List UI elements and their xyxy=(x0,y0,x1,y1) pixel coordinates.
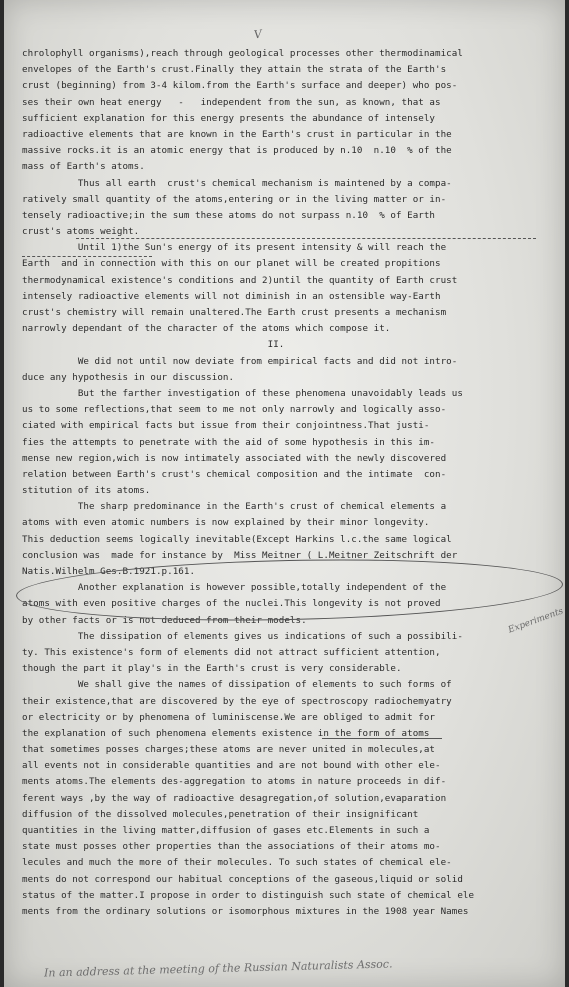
text-line-10: ratively small quantity of the atoms,entering or in the living matter or in- xyxy=(22,193,447,205)
text-line-50: state must posses other properties than the associations of their atoms mo- xyxy=(22,841,441,853)
text-line-54: ments from the ordinary solutions or isomorphous mixtures in the 1908 year Names xyxy=(22,905,469,917)
text-line-39: though the part it play's in the Earth's crust is very considerable. xyxy=(22,663,402,675)
text-line-32: conclusion was made for instance by Miss Meitner ( L.Meitner Zeitschrift der xyxy=(22,549,458,561)
text-line-2: envelopes of the Earth's crust.Finally they attain the strata of the Earth's xyxy=(22,64,447,76)
text-line-24: ciated with empirical facts but issue from their conjointness.That justi- xyxy=(22,420,430,432)
text-line-31: This deduction seems logically inevitable(Except Harkins l.c.the same logical xyxy=(22,533,452,545)
text-line-18: narrowly dependant of the character of the atoms which compose it. xyxy=(22,323,391,335)
text-line-42: or electricity or by phenomena of luminiscense.We are obliged to admit for xyxy=(22,711,436,723)
handwritten-scribble-top: V xyxy=(253,27,263,42)
text-line-12: crust's atoms weight. xyxy=(22,226,140,238)
text-line-8: mass of Earth's atoms. xyxy=(22,161,145,173)
text-line-6: radioactive elements that are known in the Earth's crust in particular in the xyxy=(22,128,452,140)
text-line-13: Until 1)the Sun's energy of its present intensity & will reach the xyxy=(22,242,447,254)
text-line-40: We shall give the names of dissipation of elements to such forms of xyxy=(22,679,452,691)
text-line-23: us to some reflections,that seem to me not only narrowly and logically asso- xyxy=(22,404,447,416)
text-line-17: crust's chemistry will remain unaltered.The Earth crust presents a mechanism xyxy=(22,307,447,318)
underline-mark xyxy=(322,738,442,739)
handwritten-footnote: In an address at the meeting of the Russian Naturalists Assoc. xyxy=(43,957,393,980)
text-line-47: ferent ways ,by the way of radioactive desagregation,of solution,evaparation xyxy=(22,792,447,804)
text-line-44: that sometimes posses charges;these atoms are never united in molecules,at xyxy=(22,744,436,756)
text-line-7: massive rocks.it is an atomic energy that is produced by n.10 n.10 % of the xyxy=(22,145,452,157)
text-line-35: atoms with even positive charges of the nuclei.This longevity is not proved xyxy=(22,598,441,610)
text-line-43: the explanation of such phenomena elements existence in the form of atoms xyxy=(22,727,430,739)
text-line-11: tensely radioactive;in the sum these atoms do not surpass n.10 % of Earth xyxy=(22,209,436,221)
text-line-51: lecules and much the more of their molecules. To such states of chemical ele- xyxy=(22,857,452,869)
text-line-4: ses their own heat energy - independent from the sun, as known, that as xyxy=(22,96,441,108)
text-line-48: diffusion of the dissolved molecules,penetration of their insignificant xyxy=(22,808,419,820)
document-page xyxy=(4,0,565,987)
text-line-25: fies the attempts to penetrate with the aid of some hypothesis in this im- xyxy=(22,436,436,448)
text-line-46: ments atoms.The elements des-aggregation to atoms in nature proceeds in dif- xyxy=(22,776,447,788)
text-line-52: ments do not correspond our habitual conceptions of the gaseous,liquid or solid xyxy=(22,873,463,885)
typed-text-body xyxy=(22,46,550,920)
section-number: II. xyxy=(267,339,285,351)
text-line-33: Natis.Wilhelm Ges.B.1921.p.161. xyxy=(22,566,196,577)
text-line-26: mense new region,wich is now intimately associated with the newly discovered xyxy=(22,452,447,464)
text-line-29: The sharp predominance in the Earth's crust of chemical elements a xyxy=(22,501,447,513)
text-line-27: relation between Earth's crust's chemical composition and the intimate con- xyxy=(22,468,447,480)
underline-mark xyxy=(22,256,152,257)
text-line-1: chrolophyll organisms),reach through geological processes other thermodinamical xyxy=(22,48,463,59)
text-line-22: But the farther investigation of these phenomena unavoidably leads us xyxy=(22,387,463,399)
text-line-49: quantities in the living matter,diffusion of gases etc.Elements in such a xyxy=(22,825,430,836)
text-line-14: Earth and in connection with this on our planet will be created propitions xyxy=(22,258,441,270)
text-line-37: The dissipation of elements gives us indications of such a possibili- xyxy=(22,630,463,642)
underline-mark xyxy=(76,238,536,239)
text-line-28: stitution of its atoms. xyxy=(22,485,151,497)
text-line-41: their existence,that are discovered by the eye of spectroscopy radiochemyatry xyxy=(22,695,452,707)
text-line-3: crust (beginning) from 3-4 kilom.from the Earth's surface and deeper) who pos- xyxy=(22,80,458,92)
text-line-53: status of the matter.I propose in order to distinguish such state of chemical ele xyxy=(22,889,475,901)
text-line-21: duce any hypothesis in our discussion. xyxy=(22,371,235,383)
text-line-15: thermodynamical existence's conditions and 2)until the quantity of Earth crust xyxy=(22,274,458,286)
text-line-30: atoms with even atomic numbers is now explained by their minor longevity. xyxy=(22,517,430,529)
text-line-34: Another explanation is however possible,totally independent of the xyxy=(22,582,447,594)
handwritten-margin-note: Experiments xyxy=(507,606,565,636)
text-line-36: by other facts or is not deduced from their models. xyxy=(22,614,307,626)
text-line-45: all events not in considerable quantities and are not bound with other ele- xyxy=(22,760,441,772)
text-line-20: We did not until now deviate from empirical facts and did not intro- xyxy=(22,355,458,367)
text-line-5: sufficient explanation for this energy presents the abundance of intensely xyxy=(22,112,436,124)
text-line-16: intensely radioactive elements will not diminish in an ostensible way-Earth xyxy=(22,290,441,302)
text-line-38: ty. This existence's form of elements did not attract sufficient attention, xyxy=(22,646,441,658)
text-line-9: Thus all earth crust's chemical mechanism is maintened by a compa- xyxy=(22,177,452,189)
